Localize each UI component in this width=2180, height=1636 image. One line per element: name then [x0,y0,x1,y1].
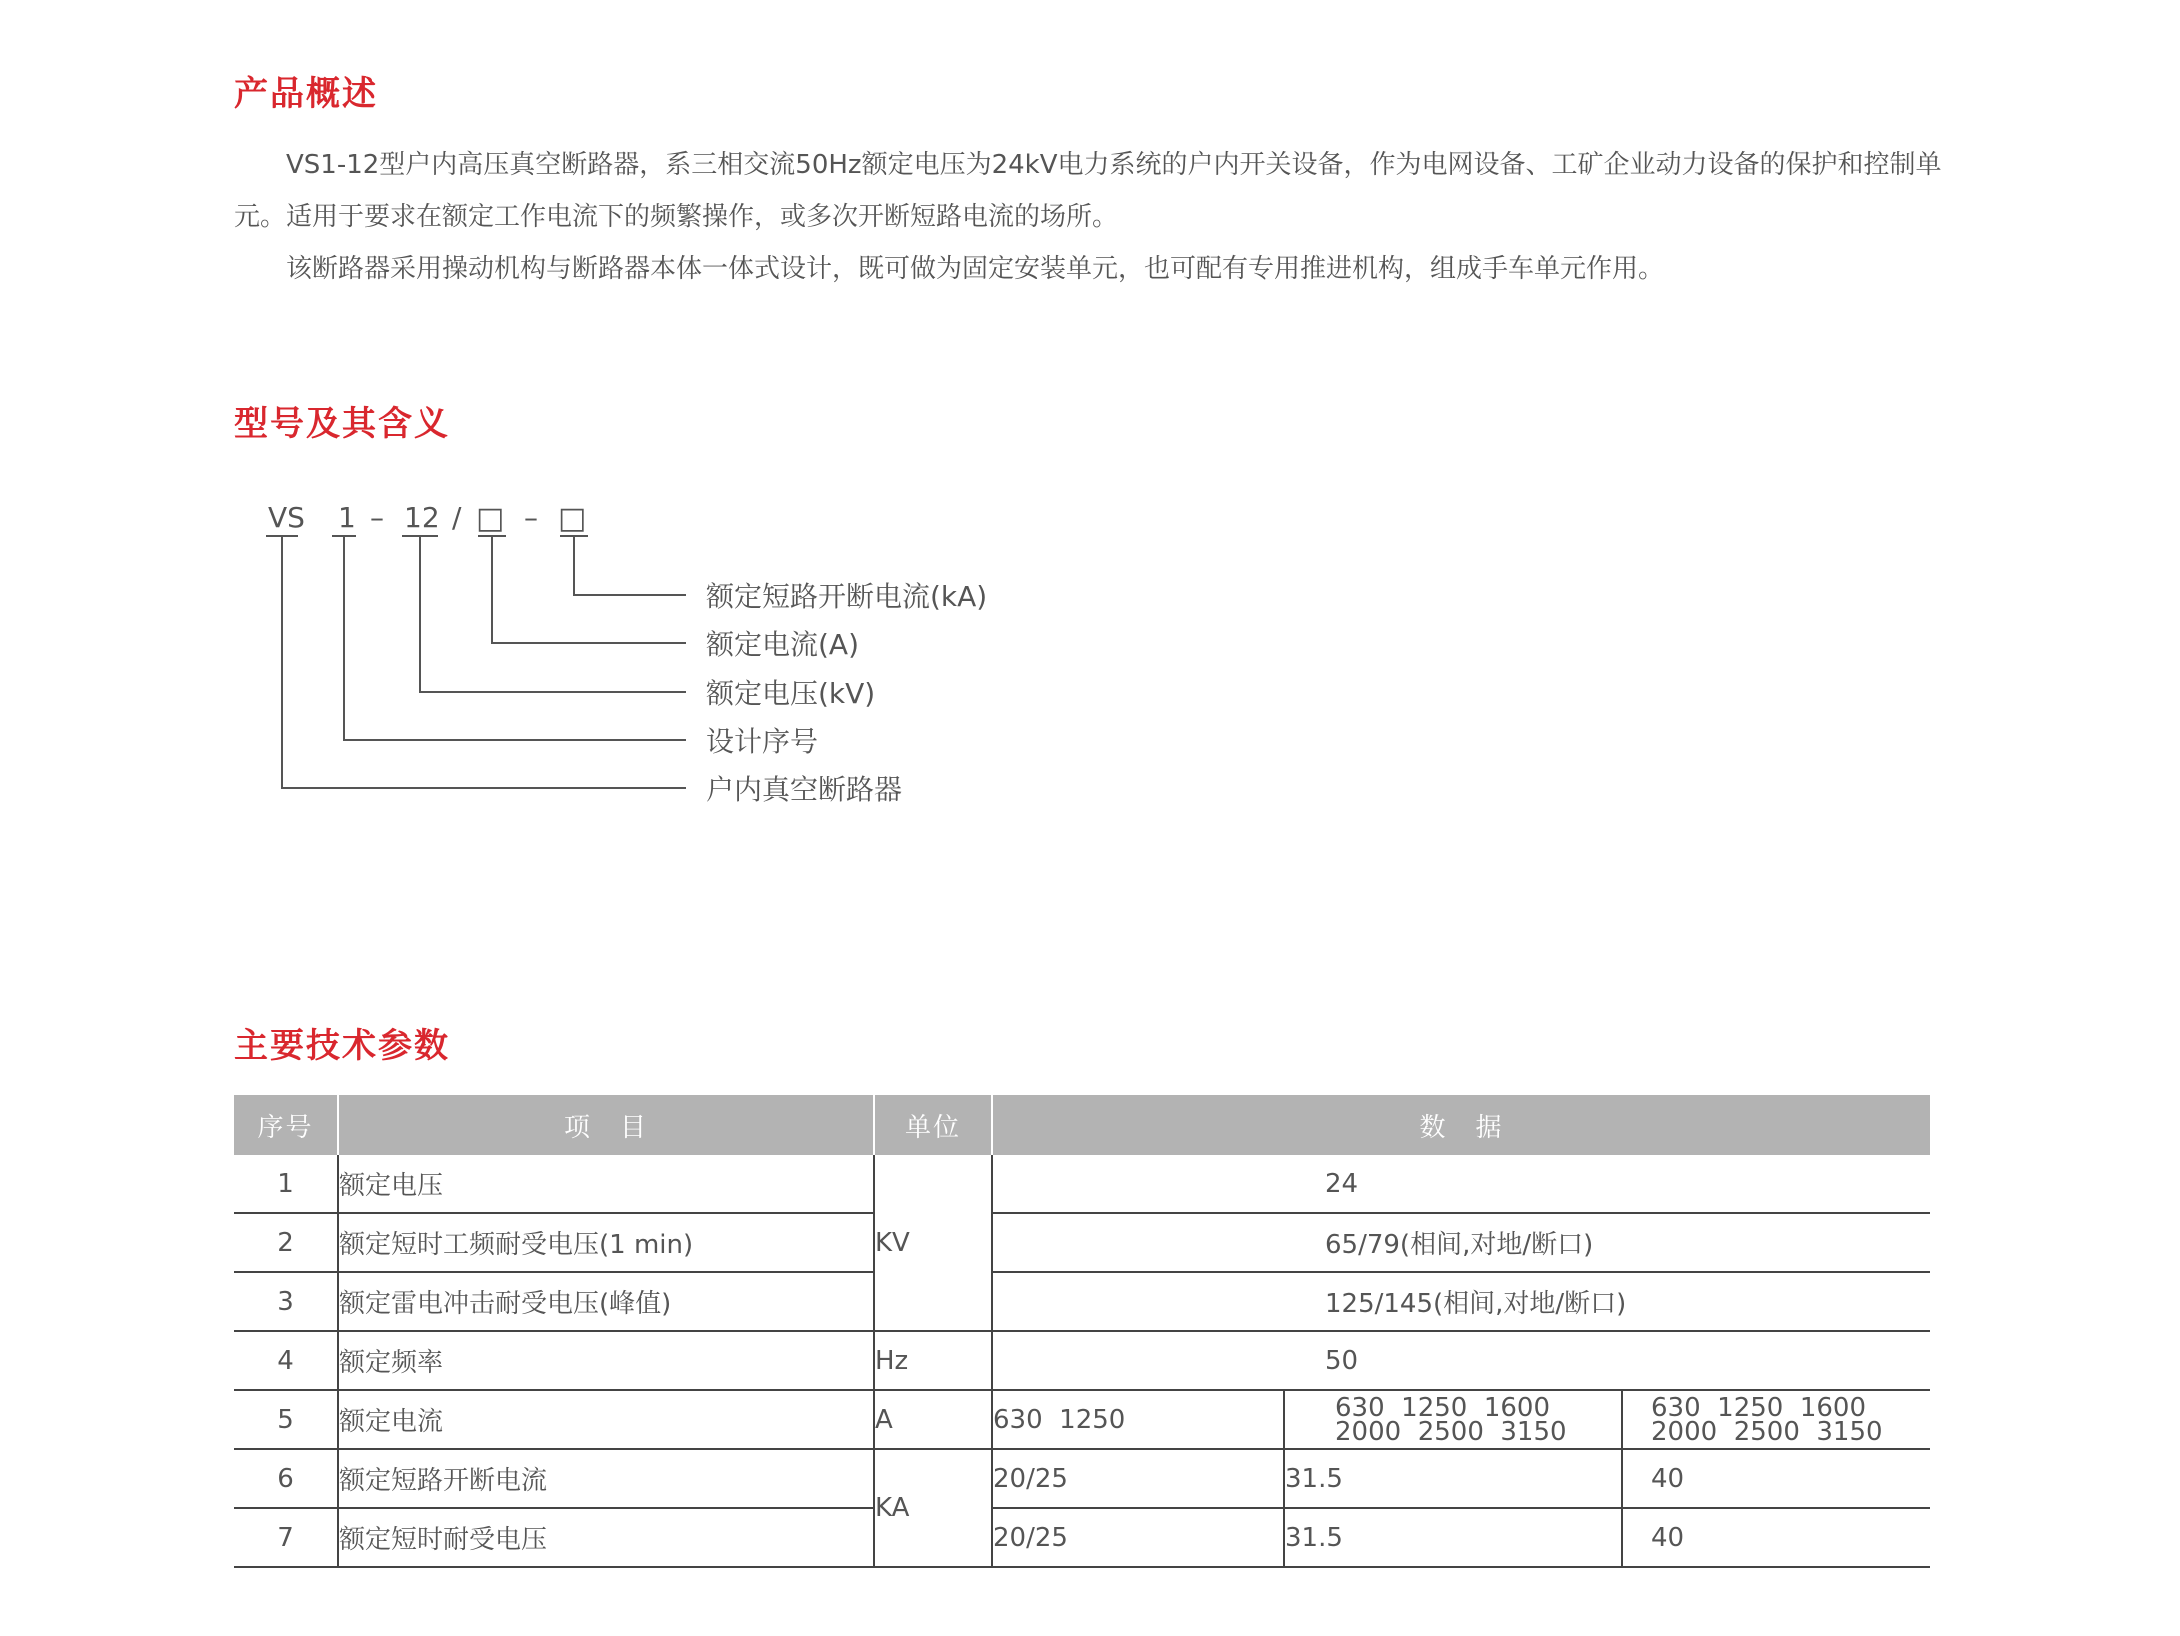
model-code-slash: / [452,501,462,534]
overview-paragraph-2: 该断路器采用操动机构与断路器本体一体式设计，既可做为固定安装单元，也可配有专用推进机构，组成手车单元作用。 [286,254,1665,284]
row-item: 额定短路开断电流 [338,1449,874,1508]
value-breaking-b: 31.5 [1284,1449,1622,1508]
section-title-specs: 主要技术参数 [234,1026,450,1066]
table-row [234,1331,1930,1390]
value-breaking-c: 40 [1622,1449,1930,1508]
spec-table-header [234,1095,1930,1155]
value-current-b-line-2: 2000 2500 3150 [1335,1416,1567,1447]
model-code-dash-1: – [370,501,384,534]
model-code-voltage: 12 [404,501,440,534]
value-rated-voltage: 24 [992,1155,1930,1213]
row-no: 5 [234,1390,338,1449]
model-code-current-box: □ [476,501,505,536]
model-meaning-indoor-vacuum-breaker: 户内真空断路器 [706,773,903,806]
value-lightning-withstand: 125/145(相间,对地/断口) [992,1272,1930,1331]
model-meaning-design-number: 设计序号 [706,725,819,758]
value-current-b-line-1: 630 1250 1600 [1335,1392,1551,1423]
model-meaning-rated-voltage: 额定电压(kV) [706,677,876,710]
overview-paragraph-1: VS1-12型户内高压真空断路器，系三相交流50Hz额定电压为24kV电力系统的户内开关设备，作为电网设备、工矿企业动力设备的保护和控制单元。适用于要求在额定工作电流下的频繁操作，或多次开断短路电流的场所。 [234,150,1942,232]
row-item: 额定短时耐受电压 [338,1508,874,1567]
model-connector-lines [266,536,686,788]
row-no: 2 [234,1213,338,1272]
value-breaking-a: 20/25 [992,1449,1284,1508]
section-title-model: 型号及其含义 [234,404,450,444]
row-item: 额定雷电冲击耐受电压(峰值) [338,1272,874,1331]
table-row [234,1449,1930,1508]
unit-hz: Hz [874,1331,992,1390]
model-code-breaking-box: □ [558,501,587,536]
model-code-series: 1 [338,501,356,534]
section-title-overview: 产品概述 [234,74,378,114]
value-short-time-a: 20/25 [992,1508,1284,1567]
row-no: 3 [234,1272,338,1331]
table-row [234,1155,1930,1213]
value-current-c-line-1: 630 1250 1600 [1651,1392,1867,1423]
value-frequency: 50 [992,1331,1930,1390]
row-item: 额定短时工频耐受电压(1 min) [338,1213,874,1272]
table-row [234,1390,1930,1449]
table-row [234,1213,1930,1272]
model-meaning-breaking-current: 额定短路开断电流(kA) [706,580,988,613]
header-no: 序号 [234,1095,338,1155]
model-meaning-rated-current: 额定电流(A) [706,628,860,661]
value-power-frequency-withstand: 65/79(相间,对地/断口) [992,1213,1930,1272]
model-code-dash-2: – [524,501,538,534]
row-no: 4 [234,1331,338,1390]
row-no: 1 [234,1155,338,1213]
value-current-c [1622,1390,1930,1449]
header-item: 项 目 [338,1095,874,1155]
value-current-b [1284,1390,1622,1449]
header-data: 数 据 [992,1095,1930,1155]
row-no: 7 [234,1508,338,1567]
spec-table [234,1095,1930,1568]
value-current-a: 630 1250 [992,1390,1284,1449]
table-row [234,1508,1930,1567]
value-short-time-b: 31.5 [1284,1508,1622,1567]
model-code-vs: VS [268,501,305,534]
table-row [234,1272,1930,1331]
header-unit: 单位 [874,1095,992,1155]
unit-ka: KA [874,1449,992,1567]
row-item: 额定电流 [338,1390,874,1449]
unit-a: A [874,1390,992,1449]
row-item: 额定电压 [338,1155,874,1213]
unit-kv: KV [874,1155,992,1331]
value-current-c-line-2: 2000 2500 3150 [1651,1416,1883,1447]
value-short-time-c: 40 [1622,1508,1930,1567]
row-no: 6 [234,1449,338,1508]
row-item: 额定频率 [338,1331,874,1390]
